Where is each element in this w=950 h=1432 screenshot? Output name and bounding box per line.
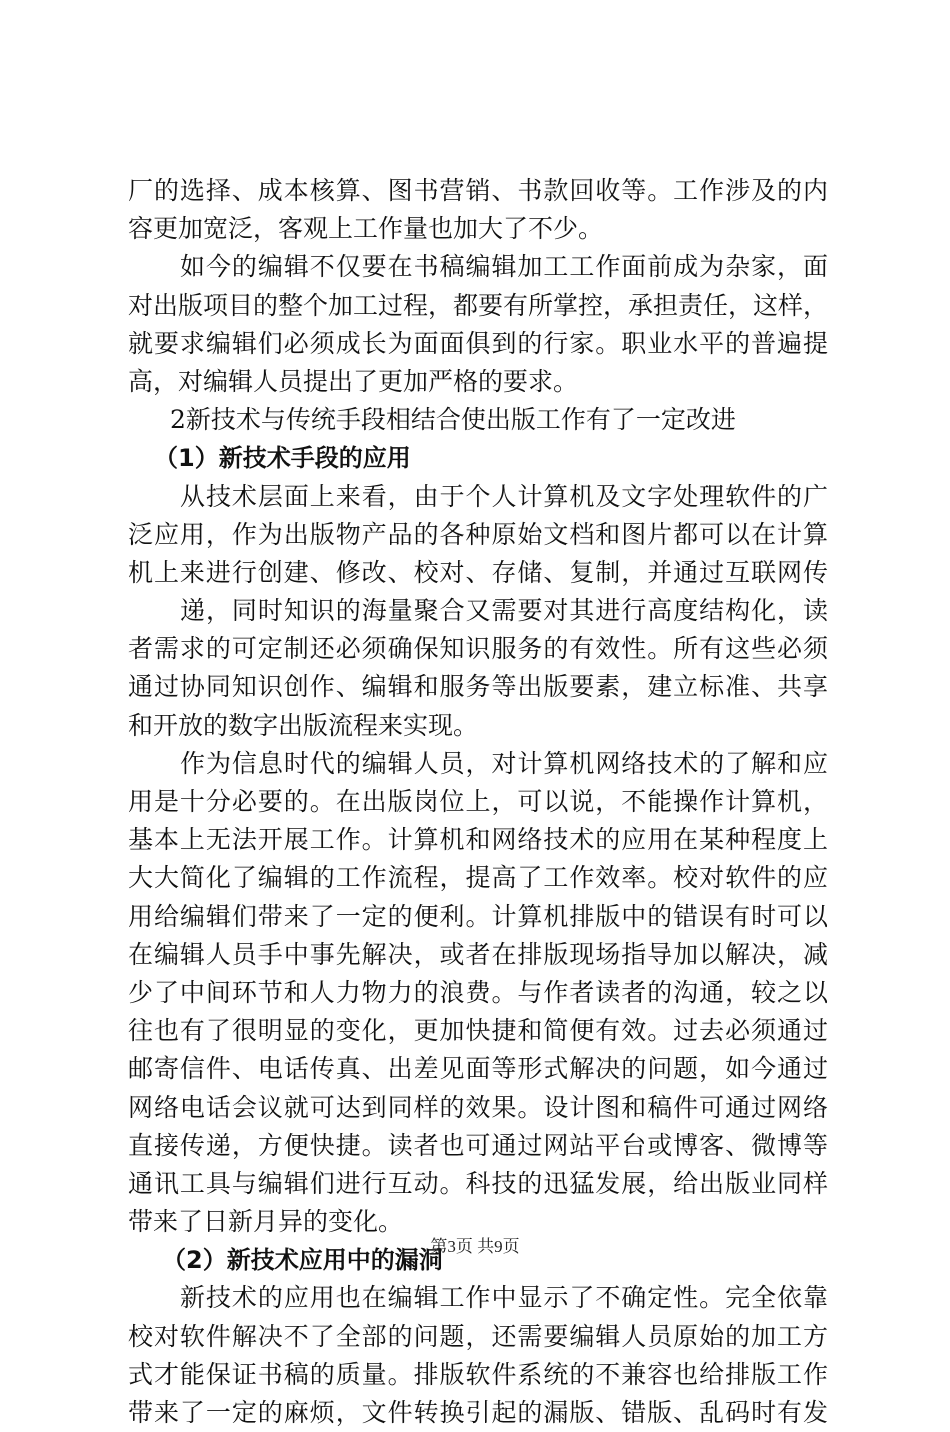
text-line: 和开放的数字出版流程来实现。 <box>128 710 479 740</box>
text-line: 校对软件解决不了全部的问题，还需要编辑人员原始的加工方 <box>128 1321 828 1351</box>
text-line: 者需求的可定制还必须确保知识服务的有效性。所有这些必须 <box>128 634 828 664</box>
subsection-heading: （2）新技术应用中的漏洞 <box>162 1246 443 1275</box>
text-line: 用是十分必要的。在出版岗位上，可以说，不能操作计算机， <box>128 787 828 816</box>
section-heading: 2新技术与传统手段相结合使出版工作有了一定改进 <box>170 405 736 435</box>
text-line: 通讯工具与编辑们进行互动。科技的迅猛发展，给出版业同样 <box>128 1168 828 1198</box>
text-line: 新技术的应用也在编辑工作中显示了不确定性。完全依靠 <box>180 1283 828 1313</box>
text-line: 基本上无法开展工作。计算机和网络技术的应用在某种程度上 <box>128 825 828 855</box>
text-line: 网络电话会议就可达到同样的效果。设计图和稿件可通过网络 <box>128 1092 828 1122</box>
text-line: 就要求编辑们必须成长为面面俱到的行家。职业水平的普遍提 <box>128 328 828 358</box>
text-line: 泛应用，作为出版物产品的各种原始文档和图片都可以在计算 <box>128 519 828 549</box>
text-line: 递，同时知识的海量聚合又需要对其进行高度结构化，读 <box>180 596 828 626</box>
page-number-footer: 第3页 共9页 <box>430 1237 520 1256</box>
text-line: 式才能保证书稿的质量。排版软件系统的不兼容也给排版工作 <box>128 1359 828 1389</box>
text-line: 用给编辑们带来了一定的便利。计算机排版中的错误有时可以 <box>128 901 828 931</box>
text-line: 高，对编辑人员提出了更加严格的要求。 <box>128 366 579 396</box>
text-line: 带来了日新月异的变化。 <box>128 1207 404 1237</box>
text-line: 对出版项目的整个加工过程，都要有所掌控，承担责任，这样， <box>128 290 828 320</box>
text-line: 容更加宽泛，客观上工作量也加大了不少。 <box>128 214 604 244</box>
text-line: 往也有了很明显的变化，更加快捷和简便有效。过去必须通过 <box>128 1016 828 1046</box>
subsection-heading: （1）新技术手段的应用 <box>154 444 411 473</box>
text-line: 通过协同知识创作、编辑和服务等出版要素，建立标准、共享 <box>128 672 828 702</box>
text-line: 从技术层面上来看，由于个人计算机及文字处理软件的广 <box>180 481 828 511</box>
text-line: 厂的选择、成本核算、图书营销、书款回收等。工作涉及的内 <box>128 176 828 205</box>
text-line: 邮寄信件、电话传真、出差见面等形式解决的问题，如今通过 <box>128 1054 828 1084</box>
text-line: 大大简化了编辑的工作流程，提高了工作效率。校对软件的应 <box>128 863 828 893</box>
text-line: 带来了一定的麻烦，文件转换引起的漏版、错版、乱码时有发 <box>128 1398 828 1427</box>
text-line: 如今的编辑不仅要在书稿编辑加工工作面前成为杂家，面 <box>180 252 828 282</box>
text-line: 作为信息时代的编辑人员，对计算机网络技术的了解和应 <box>180 748 828 778</box>
text-line: 少了中间环节和人力物力的浪费。与作者读者的沟通，较之以 <box>128 977 828 1007</box>
text-line: 在编辑人员手中事先解决，或者在排版现场指导加以解决，减 <box>128 939 828 969</box>
text-line: 直接传递，方便快捷。读者也可通过网站平台或博客、微博等 <box>128 1130 828 1160</box>
text-line: 机上来进行创建、修改、校对、存储、复制，并通过互联网传 <box>128 557 828 587</box>
